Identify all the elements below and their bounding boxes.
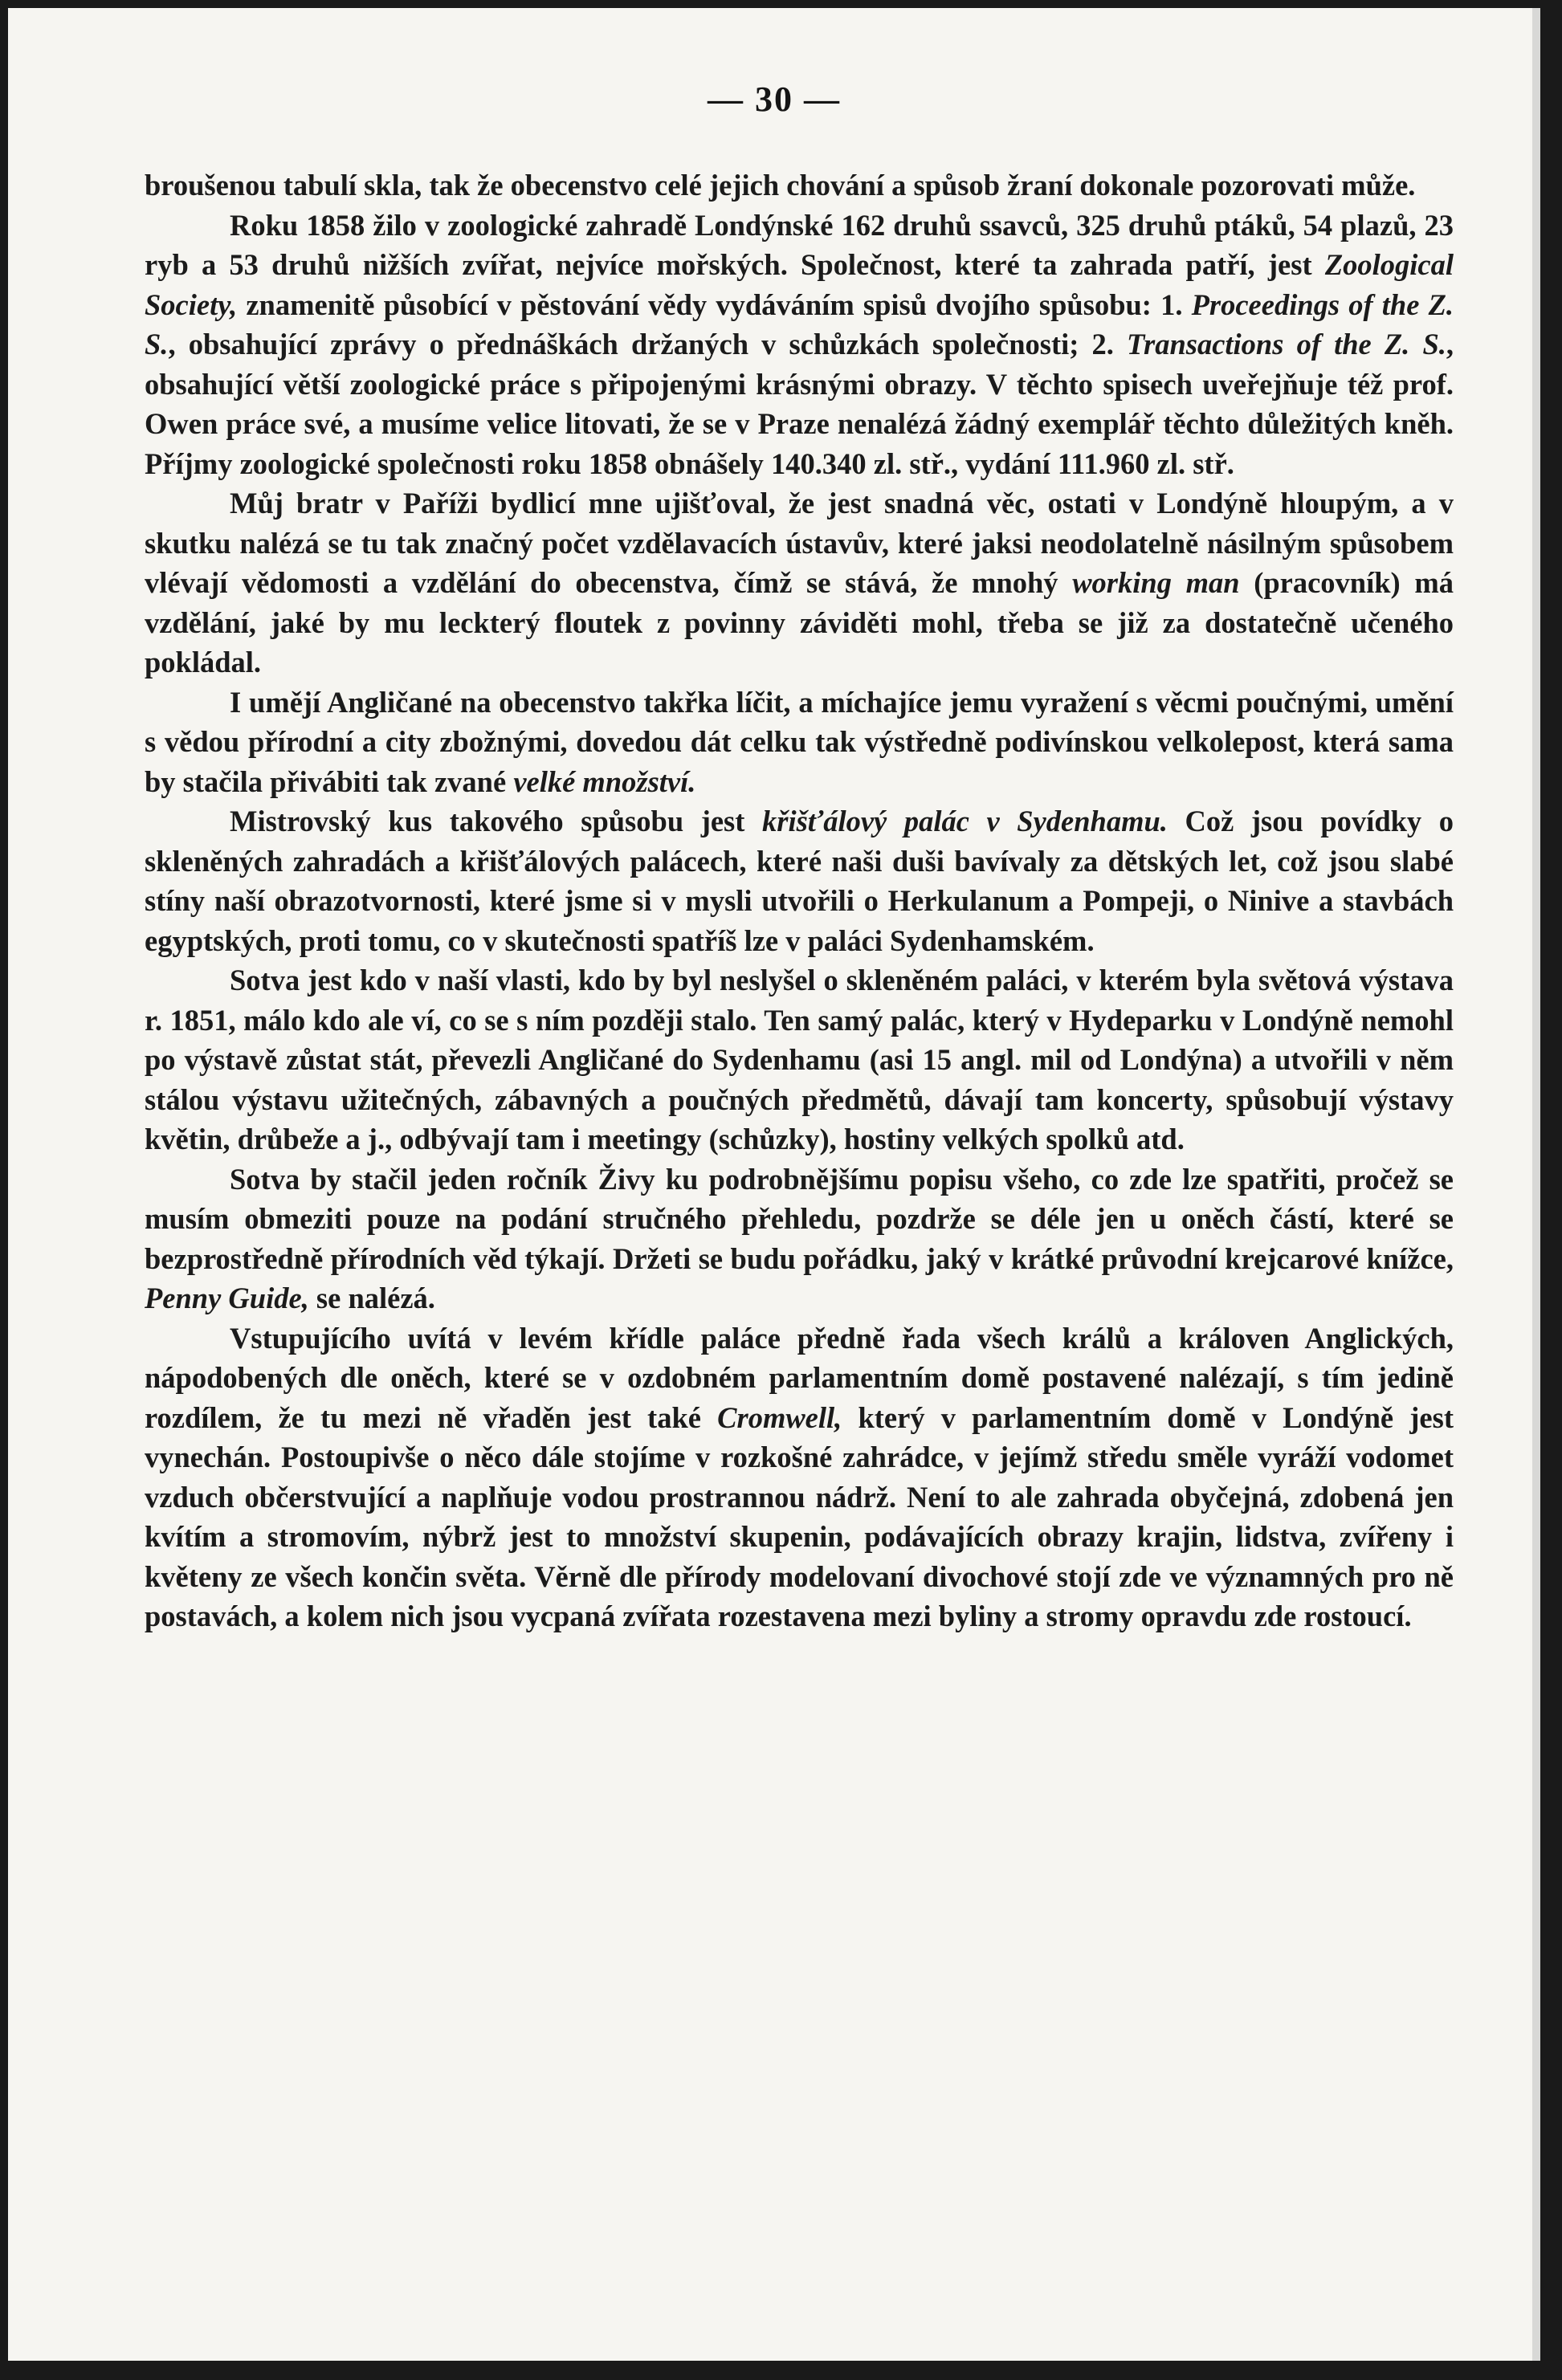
italic-text-run: křišťálový palác v Sydenhamu. (762, 805, 1168, 837)
text-run: Roku 1858 žilo v zoologické zahradě Londýnské 162 druhů ssavců, 325 druhů ptáků, 54 plazů, 23 ryb a 53 druhů nižších zvířat, nejvíce mořských. Společnost, které ta zahrada patří, jest (145, 208, 1454, 281)
book-page (8, 8, 1540, 2361)
paragraph (145, 683, 1454, 802)
text-run: se nalézá. (308, 1282, 435, 1314)
text-run: Můj bratr v Paříži bydlicí mne ujišťoval, že jest snadná věc, ostati v Londýně hloupým, a v skutku nalézá se tu tak značný počet vzdělavacích ústavův, které jaksi neodolatelně násilným spůsobem vlévají vědomosti a vzdělání do obecenstva, čímž se stává, že mnohý (145, 487, 1454, 599)
text-run: broušenou tabulí skla, tak že obecenstvo celé jejich chování a spůsob žraní dokonale pozorovati může. (145, 169, 1416, 202)
text-run: Vstupujícího uvítá v levém křídle paláce předně řada všech králů a královen Anglických, nápodobených dle oněch, které se v ozdobném parlamentním domě postavené nalézají, s tím jedině rozdílem, že tu mezi ně vřaděn jest také (145, 1321, 1454, 1434)
italic-text-run: Zoological Society, (145, 248, 1454, 321)
italic-text-run: Cromwell, (717, 1400, 842, 1434)
text-run: I umějí Angličané na obecenstvo takřka líčit, a míchajíce jemu vyražení s věcmi poučnými, umění s vědou přírodní a city zbožnými, dovedou dát celku tak výstředně podivínskou velkolepost, která sama by stačila přivábiti tak zvané (145, 685, 1454, 798)
text-run: který v parlamentním domě v Londýně jest vynechán. Postoupivše o něco dále stojíme v rozkošné zahrádce, v jejímž středu směle vyráží vodomet vzduch občerstvující a naplňuje vodou prostrannou nádrž. Není to ale zahrada obyčejná, zdobená jen kvítím a stromovím, nýbrž jest to množství skupenin, podávajících obrazy krajin, lidstva, zvířeny i květeny ze všech končin světa. Věrně dle přírody modelovaní divochové stojí zde ve významných pro ně postavách, a kolem nich jsou vycpaná zvířata rozestavena mezi byliny a stromy opravdu zde rostoucí. (145, 1400, 1454, 1632)
italic-text-run: working man (1072, 566, 1240, 599)
italic-text-run: velké množství. (513, 764, 696, 798)
paragraph (145, 165, 1454, 206)
text-run: , obsahující zprávy o přednáškách držaných v schůzkách společnosti; 2. (168, 328, 1128, 361)
text-run: znamenitě působící v pěstování vědy vydáváním spisů dvojího spůsobu: 1. (237, 287, 1192, 321)
italic-text-run: Penny Guide, (145, 1282, 309, 1314)
paragraph (145, 960, 1454, 1159)
paragraph (145, 1318, 1454, 1636)
italic-text-run: Transactions of the Z. S. (1127, 328, 1446, 361)
body-text (145, 165, 1454, 1636)
italic-text-run: Proceedings of the Z. S. (145, 287, 1454, 361)
text-run: Což jsou povídky o skleněných zahradách a křišťálových palácech, které naši duši bavívaly za dětských let, což jsou slabé stíny naší obrazotvornosti, které jsme si v mysli utvořili o Herkulanum a Pompeji, o Ninive a stavbách egyptských, proti tomu, co v skutečnosti spatříš lze v paláci Sydenhamském. (145, 805, 1454, 957)
paragraph (145, 801, 1454, 960)
page-number: — 30 — (708, 79, 841, 119)
text-run: Sotva by stačil jeden ročník Živy ku podrobnějšímu popisu všeho, co zde lze spatřiti, pročež se musím obmeziti pouze na podání stručného přehledu, pozdrže se déle jen u oněch částí, které se bezprostředně přírodních věd týkají. Držeti se budu pořádku, jaký v krátké průvodní krejcarové knížce, (145, 1162, 1454, 1275)
text-run: (pracovník) má vzdělání, jaké by mu leckterý floutek z povinny záviděti mohl, třeba se již za dostatečně učeného pokládal. (145, 566, 1454, 679)
paragraph (145, 1159, 1454, 1318)
text-run: Mistrovský kus takového spůsobu jest (230, 805, 762, 837)
text-run: , obsahující větší zoologické práce s připojenými krásnými obrazy. V těchto spisech uveřejňuje též prof. Owen práce své, a musíme velice litovati, že se v Praze nenalézá žádný exemplář těchto důležitých kněh. Příjmy zoologické společnosti roku 1858 obnášely 140.340 zl. stř., vydání 111.960 zl. stř. (145, 328, 1454, 480)
paragraph (145, 483, 1454, 683)
paragraph (145, 206, 1454, 484)
text-run: Sotva jest kdo v naší vlasti, kdo by byl neslyšel o skleněném paláci, v kterém byla světová výstava r. 1851, málo kdo ale ví, co se s ním později stalo. Ten samý palác, který v Hydeparku v Londýně nemohl po výstavě zůstat stát, převezli Angličané do Sydenhamu (asi 15 angl. mil od Londýna) a utvořili v něm stálou výstavu užitečných, zábavných a poučných předmětů, dávají tam koncerty, spůsobují výstavy květin, drůbeže a j., odbývají tam i meetingy (schůzky), hostiny velkých spolků atd. (145, 964, 1454, 1155)
